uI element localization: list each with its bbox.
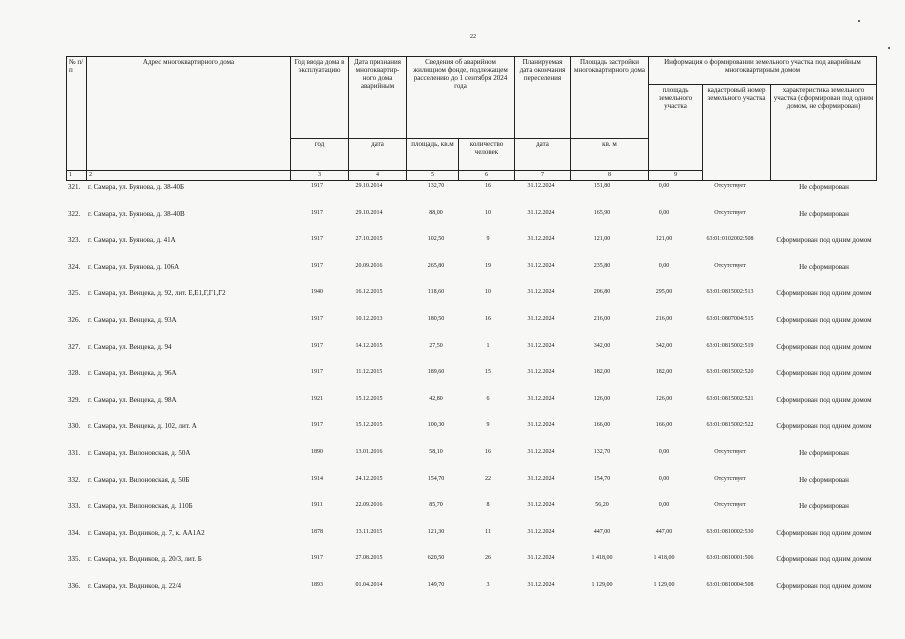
residents-count: 9 [486, 236, 490, 243]
built-area: 1 418,00 [591, 555, 613, 562]
planned-date: 31.12.2024 [527, 528, 555, 535]
table-row [66, 502, 876, 528]
row-number: 323. [68, 236, 81, 245]
recognition-date: 10.12.2013 [355, 316, 383, 322]
land-area: 166,00 [655, 422, 673, 429]
commission-year: 1917 [311, 369, 323, 376]
residents-count: 16 [485, 316, 491, 322]
address: г. Самара, ул. Вилоновская, д. 50Б [88, 475, 190, 484]
col-index: 4 [349, 171, 407, 181]
commission-year: 1917 [311, 209, 323, 216]
unit-date: дата [349, 139, 407, 171]
table-row [66, 210, 876, 236]
land-status: Сформирован под одним домом [776, 236, 872, 245]
recognition-date: 13.01.2016 [355, 449, 383, 455]
col-index: 9 [649, 171, 703, 181]
cadastral-number: 63:01:0815002:513 [706, 289, 754, 296]
table-row [66, 422, 876, 448]
row-number: 321. [68, 183, 81, 191]
address: г. Самара, ул. Буянова, д. 38-40Б [88, 183, 185, 191]
residents-count: 16 [485, 183, 491, 189]
planned-date: 31.12.2024 [527, 395, 555, 402]
col-index: 2 [87, 171, 291, 181]
residents-count: 8 [486, 502, 490, 509]
address: г. Самара, ул. Буянова, д. 106А [88, 262, 180, 271]
commission-year: 1917 [311, 342, 323, 349]
unit-year: год [291, 139, 349, 171]
land-status: Не сформирован [799, 262, 849, 271]
commission-year: 1921 [311, 395, 323, 402]
planned-date: 31.12.2024 [527, 289, 555, 296]
row-number: 334. [68, 528, 81, 537]
table-row [66, 183, 876, 209]
land-status: Сформирован под одним домом [776, 582, 872, 590]
planned-date: 31.12.2024 [527, 475, 555, 482]
planned-date: 31.12.2024 [527, 209, 555, 216]
address: г. Самара, ул. Буянова, д. 38-40В [88, 209, 185, 218]
residents-count: 26 [485, 555, 491, 562]
address: г. Самара, ул. Венцека, д. 102, лит. А [88, 422, 197, 431]
header-col-emergency-fund: Сведения об аварийном жилищном фонде, подлежащем расселению до 1 сентября 2024 года [407, 57, 515, 139]
land-area: 182,00 [655, 369, 673, 376]
row-number: 332. [68, 475, 81, 484]
commission-year: 1914 [311, 475, 323, 482]
built-area: 182,00 [593, 369, 611, 376]
emergency-area: 102,50 [427, 236, 445, 243]
header-col-planned: Планируемая дата окончания переселения [515, 57, 571, 139]
recognition-date: 24.12.2015 [355, 475, 383, 482]
emergency-area: 154,70 [427, 475, 445, 482]
address: г. Самара, ул. Водников, д. 7, к. АА1А2 [88, 528, 205, 537]
page-number: 22 [470, 34, 476, 40]
table-row [66, 449, 876, 475]
scan-speck [888, 47, 890, 49]
planned-date: 31.12.2024 [527, 422, 555, 429]
land-status: Сформирован под одним домом [776, 528, 872, 537]
cadastral-number: Отсутствует [714, 502, 746, 509]
col-index: 3 [291, 171, 349, 181]
recognition-date: 01.04.2014 [355, 582, 383, 588]
recognition-date: 20.09.2016 [355, 262, 383, 269]
row-number: 327. [68, 342, 81, 351]
cadastral-number: 63:01:0815002:520 [706, 369, 754, 376]
unit-people: количество человек [459, 139, 515, 171]
row-number: 322. [68, 209, 81, 218]
table-header [66, 56, 877, 181]
commission-year: 1878 [311, 528, 323, 535]
address: г. Самара, ул. Буянова, д. 41А [88, 236, 176, 245]
cadastral-number: 63:01:0815002:519 [706, 342, 754, 349]
planned-date: 31.12.2024 [527, 262, 555, 269]
land-area: 121,00 [655, 236, 673, 243]
emergency-area: 118,60 [427, 289, 445, 296]
commission-year: 1911 [311, 502, 323, 509]
built-area: 126,00 [593, 395, 611, 402]
planned-date: 31.12.2024 [527, 555, 555, 562]
built-area: 235,80 [593, 262, 611, 269]
cadastral-number: Отсутствует [714, 183, 746, 189]
address: г. Самара, ул. Водников, д. 22/4 [88, 582, 182, 590]
land-status: Не сформирован [799, 449, 849, 457]
row-number: 326. [68, 316, 81, 324]
recognition-date: 15.12.2015 [355, 422, 383, 429]
commission-year: 1940 [311, 289, 323, 296]
built-area: 151,80 [593, 183, 611, 189]
commission-year: 1917 [311, 236, 323, 243]
residents-count: 11 [485, 528, 491, 535]
built-area: 342,00 [593, 342, 611, 349]
recognition-date: 29.10.2014 [355, 209, 383, 216]
land-area: 447,00 [655, 528, 673, 535]
built-area: 56,20 [595, 502, 609, 509]
land-status: Не сформирован [799, 502, 849, 511]
row-number: 335. [68, 555, 81, 564]
recognition-date: 13.11.2015 [355, 528, 383, 535]
cadastral-number: 63:01:0815002:522 [706, 422, 754, 429]
emergency-area: 132,70 [427, 183, 445, 189]
table-row [66, 236, 876, 262]
built-area: 121,00 [593, 236, 611, 243]
built-area: 216,00 [593, 316, 611, 322]
commission-year: 1917 [311, 422, 323, 429]
address: г. Самара, ул. Венцека, д. 96А [88, 369, 177, 378]
table-row [66, 476, 876, 502]
recognition-date: 14.12.2015 [355, 342, 383, 349]
built-area: 1 129,00 [591, 582, 613, 588]
emergency-area: 42,80 [429, 395, 443, 402]
header-col-built-area: Площадь застройки многоквартирного дома [571, 57, 649, 139]
planned-date: 31.12.2024 [527, 502, 555, 509]
land-status: Не сформирован [799, 183, 849, 191]
col-index: 1 [67, 171, 87, 181]
emergency-area: 27,50 [429, 342, 443, 349]
land-area: 1 129,00 [653, 582, 675, 588]
land-area: 0,00 [658, 209, 670, 216]
recognition-date: 27.08.2015 [355, 555, 383, 562]
row-number: 330. [68, 422, 81, 431]
land-status: Сформирован под одним домом [776, 422, 872, 431]
header-col-number: № п/п [67, 57, 87, 171]
emergency-area: 620,50 [427, 555, 445, 562]
built-area: 132,70 [593, 449, 611, 455]
residents-count: 22 [485, 475, 491, 482]
commission-year: 1917 [311, 183, 323, 189]
row-number: 331. [68, 449, 81, 457]
col-index: 5 [407, 171, 459, 181]
col-index: 7 [515, 171, 571, 181]
table-row [66, 582, 876, 608]
residents-count: 1 [486, 342, 490, 349]
table-row [66, 343, 876, 369]
emergency-area: 121,30 [427, 528, 445, 535]
residents-count: 16 [485, 449, 491, 455]
commission-year: 1917 [311, 316, 323, 322]
cadastral-number: 63:01:0810002:530 [706, 528, 754, 535]
land-area: 295,00 [655, 289, 673, 296]
cadastral-number: Отсутствует [714, 475, 746, 482]
cadastral-number: 63:01:0815002:521 [706, 395, 754, 402]
address: г. Самара, ул. Вилоновская, д. 50А [88, 449, 191, 457]
recognition-date: 16.12.2015 [355, 289, 383, 296]
cadastral-number: Отсутствует [714, 449, 746, 455]
emergency-area: 58,10 [429, 449, 443, 455]
address: г. Самара, ул. Вилоновская, д. 110Б [88, 502, 193, 511]
emergency-area: 149,70 [427, 582, 445, 588]
recognition-date: 22.09.2016 [355, 502, 383, 509]
housing-table [66, 56, 876, 590]
header-col-status: характеристика земельного участка (сформирован под одним домом, не сформирован) [771, 85, 877, 181]
row-number: 324. [68, 262, 81, 271]
planned-date: 31.12.2024 [527, 342, 555, 349]
planned-date: 31.12.2024 [527, 236, 555, 243]
residents-count: 6 [486, 395, 490, 402]
commission-year: 1890 [311, 449, 323, 455]
address: г. Самара, ул. Водников, д. 20/3, лит. Б [88, 555, 202, 564]
commission-year: 1917 [311, 555, 323, 562]
built-area: 206,80 [593, 289, 611, 296]
header-col-land-info: Информация о формировании земельного участка под аварийным многоквартирным домом [649, 57, 877, 85]
land-status: Сформирован под одним домом [776, 289, 872, 298]
cadastral-number: 63:01:0807004:515 [706, 316, 754, 322]
table-row [66, 369, 876, 395]
land-area: 126,00 [655, 395, 673, 402]
address: г. Самара, ул. Венцека, д. 93А [88, 316, 177, 324]
table-row [66, 289, 876, 315]
row-number: 328. [68, 369, 81, 378]
land-status: Сформирован под одним домом [776, 369, 872, 378]
table-row [66, 529, 876, 555]
residents-count: 10 [485, 289, 491, 296]
emergency-area: 100,30 [427, 422, 445, 429]
land-area: 216,00 [655, 316, 673, 322]
header-col-year: Год ввода дома в эксплуатацию [291, 57, 349, 139]
col-index: 8 [571, 171, 649, 181]
recognition-date: 15.12.2015 [355, 395, 383, 402]
header-col-cadastral: кадастровый номер земельного участка [703, 85, 771, 181]
land-area: 0,00 [658, 475, 670, 482]
header-col-address: Адрес многоквартирного дома [87, 57, 291, 171]
land-area: 342,00 [655, 342, 673, 349]
unit-area: площадь, кв.м [407, 139, 459, 171]
address: г. Самара, ул. Венцека, д. 94 [88, 342, 172, 351]
cadastral-number: Отсутствует [714, 262, 746, 269]
emergency-area: 85,70 [429, 502, 443, 509]
address: г. Самара, ул. Венцека, д. 98А [88, 395, 177, 404]
residents-count: 19 [485, 262, 491, 269]
land-area: 0,00 [658, 502, 670, 509]
land-status: Не сформирован [799, 209, 849, 218]
built-area: 166,00 [593, 422, 611, 429]
residents-count: 10 [485, 209, 491, 216]
recognition-date: 29.10.2014 [355, 183, 383, 189]
land-status: Сформирован под одним домом [776, 555, 872, 564]
planned-date: 31.12.2024 [527, 449, 555, 455]
emergency-area: 189,60 [427, 369, 445, 376]
recognition-date: 11.12.2015 [355, 369, 383, 376]
address: г. Самара, ул. Венцека, д. 92, лит. Е,Е1,Г,Г1,Г2 [88, 289, 226, 298]
table-row [66, 316, 876, 342]
land-area: 0,00 [658, 262, 670, 269]
built-area: 447,00 [593, 528, 611, 535]
row-number: 325. [68, 289, 81, 298]
emergency-area: 180,50 [427, 316, 445, 322]
header-col-land-area: площадь земельного участка [649, 85, 703, 171]
residents-count: 9 [486, 422, 490, 429]
unit-planned-date: дата [515, 139, 571, 171]
cadastral-number: 63:01:0810004:508 [706, 582, 754, 588]
planned-date: 31.12.2024 [527, 369, 555, 376]
row-number: 329. [68, 395, 81, 404]
planned-date: 31.12.2024 [527, 316, 555, 322]
col-index: 6 [459, 171, 515, 181]
recognition-date: 27.10.2015 [355, 236, 383, 243]
planned-date: 31.12.2024 [527, 582, 555, 588]
land-status: Сформирован под одним домом [776, 342, 872, 351]
commission-year: 1917 [311, 262, 323, 269]
emergency-area: 265,80 [427, 262, 445, 269]
table-row [66, 396, 876, 422]
residents-count: 15 [485, 369, 491, 376]
unit-built-area: кв. м [571, 139, 649, 171]
cadastral-number: Отсутствует [714, 209, 746, 216]
land-area: 0,00 [658, 449, 670, 455]
scan-speck [858, 20, 860, 22]
row-number: 333. [68, 502, 81, 511]
header-col-recognized: Дата признания многоквартир-ного дома аварийным [349, 57, 407, 139]
residents-count: 3 [486, 582, 490, 588]
land-status: Не сформирован [799, 475, 849, 484]
commission-year: 1893 [311, 582, 323, 588]
row-number: 336. [68, 582, 81, 590]
built-area: 154,70 [593, 475, 611, 482]
table-row [66, 555, 876, 581]
emergency-area: 88,00 [429, 209, 443, 216]
land-area: 0,00 [658, 183, 670, 189]
land-status: Сформирован под одним домом [776, 395, 872, 404]
land-status: Сформирован под одним домом [776, 316, 872, 324]
table-row [66, 263, 876, 289]
planned-date: 31.12.2024 [527, 183, 555, 189]
land-area: 1 418,00 [653, 555, 675, 562]
built-area: 165,90 [593, 209, 611, 216]
cadastral-number: 63:01:0102002:508 [706, 236, 754, 243]
cadastral-number: 63:01:0810001:506 [706, 555, 754, 562]
